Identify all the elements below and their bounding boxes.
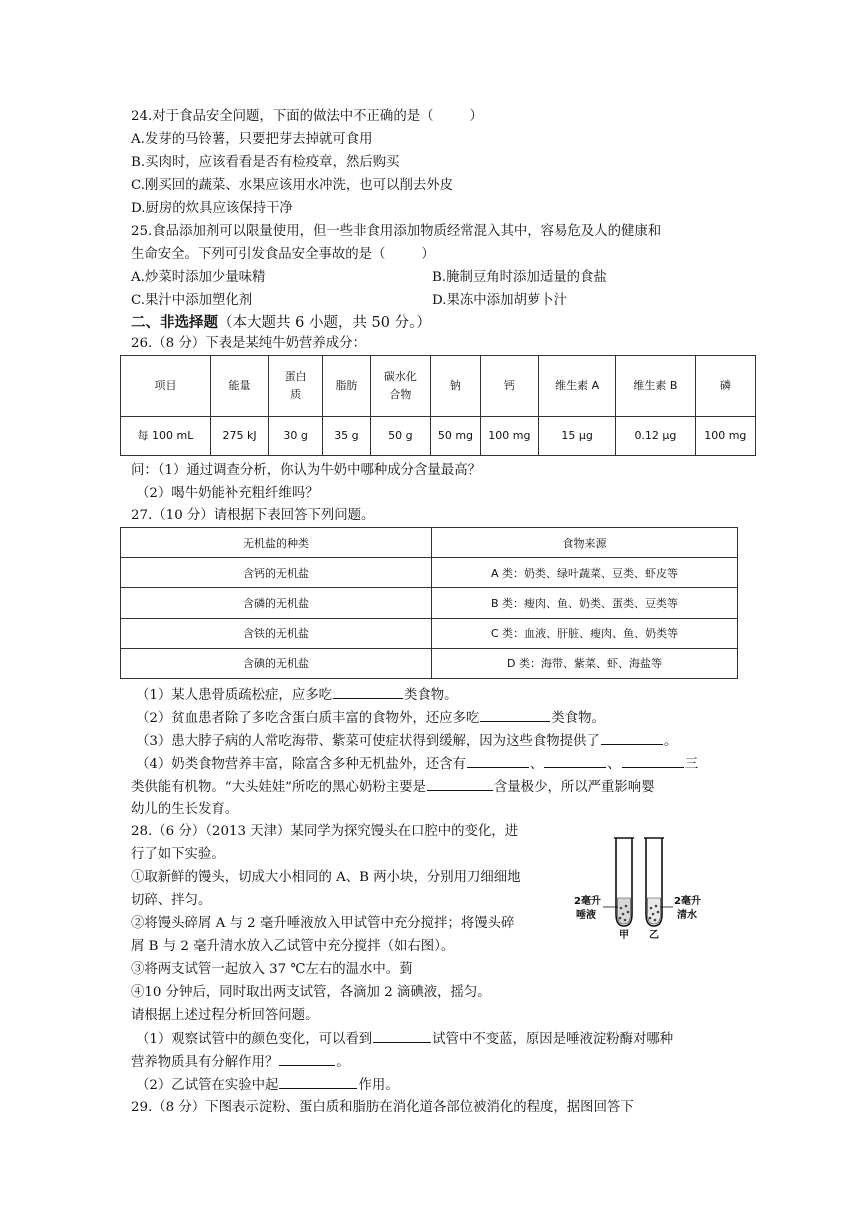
q25-stem-line1: 25.食品添加剂可以限量使用，但一些非食用添加物质经常混入其中，容易危及人的健康和 (131, 224, 662, 239)
table-header-cell: 碳水化 合物 (370, 356, 430, 417)
q28-line2: 行了如下实验。 (131, 847, 225, 862)
table-header-cell: 食物来源 (432, 528, 738, 558)
tube-jia-icon (614, 838, 634, 926)
q27-sub2: （2）贫血患者除了多吃含蛋白质丰富的食物外，还应多吃 类食物。 (136, 707, 605, 730)
right-label-2: 清水 (677, 910, 697, 921)
table-cell: 每 100 mL (121, 417, 211, 456)
q28-line1: 28.（6 分）（2013 天津）某同学为探究馒头在口腔中的变化，进 (131, 824, 519, 839)
q25-option-d: D.果冻中添加胡萝卜汁 (432, 293, 568, 308)
table-row (121, 618, 738, 648)
answer-blank[interactable] (427, 776, 493, 791)
q24-stem: 24.对于食品安全问题，下面的做法中不正确的是（ ） (131, 109, 483, 124)
q28-ans1-line2: 营养物质具有分解作用？ 。 (131, 1051, 350, 1074)
table-header-row (121, 528, 738, 558)
table-header-cell: 蛋白 质 (269, 356, 323, 417)
table-cell: 35 g (323, 417, 371, 456)
answer-blank[interactable] (480, 707, 550, 722)
q25-stem-line2: 生命安全。下列可引发食品安全事故的是（ ） (131, 247, 435, 262)
tube-label-jia: 甲 (619, 930, 629, 941)
table-header-cell: 无机盐的种类 (121, 528, 432, 558)
answer-blank[interactable] (279, 1074, 357, 1089)
q29-line1: 29.（8 分）下图表示淀粉、蛋白质和脂肪在消化道各部位被消化的程度，据图回答下 (131, 1100, 634, 1115)
right-label-1: 2毫升 (674, 896, 701, 907)
q26-ask1: 问：（1）通过调查分析，你认为牛奶中哪种成分含量最高？ (131, 463, 481, 478)
table-cell: 0.12 μg (616, 417, 695, 456)
q27-stem: 27.（10 分）请根据下表回答下列问题。 (131, 508, 375, 523)
q26-ask2: （2）喝牛奶能补充粗纤维吗？ (136, 486, 319, 501)
table-cell: 30 g (269, 417, 323, 456)
table-cell: 50 g (370, 417, 430, 456)
left-label-2: 唾液 (576, 910, 596, 921)
q24-option-c: C.刚买回的蔬菜、水果应该用水冲洗，也可以削去外皮 (131, 178, 454, 193)
milk-nutrition-table (120, 355, 756, 456)
q25-option-a: A.炒菜时添加少量味精 (131, 270, 266, 285)
q28-step1a: ①取新鲜的馒头，切成大小相同的 A、B 两小块，分别用刀细细地 (131, 870, 521, 885)
table-header-cell: 维生素 A (539, 356, 616, 417)
table-cell: 15 μg (539, 417, 616, 456)
table-cell: 含铁的无机盐 (121, 618, 432, 648)
table-header-cell: 脂肪 (323, 356, 371, 417)
table-header-cell: 钠 (431, 356, 481, 417)
table-header-cell: 项目 (121, 356, 211, 417)
q28-ans2: （2）乙试管在实验中起 作用。 (136, 1074, 399, 1097)
table-row (121, 417, 756, 456)
q28-step2b: 屑 B 与 2 毫升清水放入乙试管中充分搅拌（如右图）。 (131, 939, 455, 954)
table-cell: 100 mg (480, 417, 538, 456)
section-heading: 二、非选择题（本大题共 6 小题，共 50 分。） (131, 314, 431, 331)
q27-sub1: （1）某人患骨质疏松症，应多吃 类食物。 (136, 684, 458, 707)
table-cell: 含碘的无机盐 (121, 648, 432, 678)
table-cell: 100 mg (695, 417, 755, 456)
test-tube-figure (573, 836, 713, 941)
table-cell: D 类：海带、紫菜、虾、海盐等 (432, 648, 738, 678)
table-cell: 含钙的无机盐 (121, 558, 432, 588)
table-header-cell: 能量 (210, 356, 268, 417)
tube-label-yi: 乙 (649, 930, 659, 941)
q28-prompt: 请根据上述过程分析回答问题。 (131, 1008, 319, 1023)
q24-option-a: A.发芽的马铃薯，只要把芽去掉就可食用 (131, 132, 373, 147)
q27-sub4-line3: 幼儿的生长发育。 (131, 802, 239, 817)
table-header-cell: 维生素 B (616, 356, 695, 417)
left-label-1: 2毫升 (574, 896, 601, 907)
table-row (121, 588, 738, 618)
q28-step3: ③将两支试管一起放入 37 ℃左右的温水中。菿 (131, 962, 413, 977)
q24-option-b: B.买肉时，应该看看是否有检疫章，然后购买 (131, 155, 400, 170)
table-cell: 275 kJ (210, 417, 268, 456)
mineral-salt-table (120, 527, 738, 679)
q28-ans1-line1: （1）观察试管中的颜色变化，可以看到 试管中不变蓝，原因是唾液淀粉酶对哪种 (136, 1028, 673, 1051)
q24-option-d: D.厨房的炊具应该保持干净 (131, 201, 293, 216)
answer-blank[interactable] (333, 684, 403, 699)
q27-sub3: （3）患大脖子病的人常吃海带、紫菜可使症状得到缓解，因为这些食物提供了 。 (136, 730, 677, 753)
q28-step1b: 切碎、拌匀。 (131, 893, 212, 908)
answer-blank[interactable] (622, 753, 684, 768)
q28-step4: ④10 分钟后，同时取出两支试管，各滴加 2 滴碘液，摇匀。 (131, 985, 491, 1000)
table-cell: A 类：奶类、绿叶蔬菜、豆类、虾皮等 (432, 558, 738, 588)
table-cell: 50 mg (431, 417, 481, 456)
answer-blank[interactable] (279, 1051, 335, 1066)
q27-sub4-line1: （4）奶类食物营养丰富，除富含多种无机盐外，还含有 、 、 三 (136, 753, 698, 776)
table-row (121, 648, 738, 678)
answer-blank[interactable] (467, 753, 529, 768)
q27-sub4-line2: 类供能有机物。“大头娃娃”所吃的黑心奶粉主要是 含量极少，所以严重影响婴 (131, 776, 655, 799)
table-row (121, 558, 738, 588)
q26-stem: 26.（8 分）下表是某纯牛奶营养成分： (131, 336, 366, 351)
q28-step2a: ②将馒头碎屑 A 与 2 毫升唾液放入甲试管中充分搅拌；将馒头碎 (131, 916, 515, 931)
tube-yi-icon (644, 838, 664, 926)
answer-blank[interactable] (601, 730, 663, 745)
table-header-row (121, 356, 756, 417)
table-header-cell: 钙 (480, 356, 538, 417)
table-header-cell: 磷 (695, 356, 755, 417)
table-cell: 含磷的无机盐 (121, 588, 432, 618)
answer-blank[interactable] (544, 753, 606, 768)
table-cell: B 类：瘦肉、鱼、奶类、蛋类、豆类等 (432, 588, 738, 618)
q25-option-c: C.果汁中添加塑化剂 (131, 293, 253, 308)
table-cell: C 类：血液、肝脏、瘦肉、鱼、奶类等 (432, 618, 738, 648)
answer-blank[interactable] (373, 1028, 431, 1043)
q25-option-b: B.腌制豆角时添加适量的食盐 (432, 270, 607, 285)
